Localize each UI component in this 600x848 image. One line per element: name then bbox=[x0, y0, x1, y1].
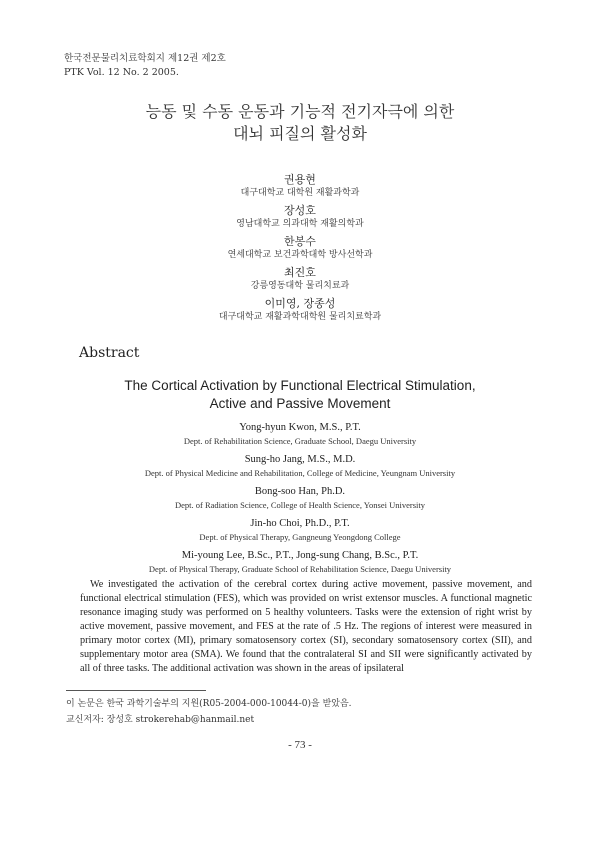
english-author-name: Bong-soo Han, Ph.D. bbox=[254, 486, 346, 497]
english-title bbox=[0, 377, 600, 413]
english-author-affiliation: Dept. of Radiation Science, College of Health Science, Yonsei University bbox=[175, 500, 425, 510]
english-title-line-1: The Cortical Activation by Functional Electrical Stimulation, bbox=[124, 378, 476, 393]
korean-author bbox=[0, 265, 600, 293]
korean-author-name: 장성호 bbox=[284, 204, 316, 217]
english-author-list bbox=[0, 420, 600, 580]
korean-author-affiliation: 연세대학교 보건과학대학 방사선학과 bbox=[227, 250, 373, 260]
korean-title bbox=[0, 101, 600, 145]
english-author bbox=[0, 484, 600, 512]
korean-title-line-2: 대뇌 피질의 활성화 bbox=[233, 124, 367, 143]
english-author-affiliation: Dept. of Physical Therapy, Gangneung Yeongdong College bbox=[199, 532, 401, 542]
abstract-heading: Abstract bbox=[79, 345, 140, 361]
english-author-name: Mi-young Lee, B.Sc., P.T., Jong-sung Chang, B.Sc., P.T. bbox=[181, 550, 419, 561]
english-author-name: Yong-hyun Kwon, M.S., P.T. bbox=[239, 422, 361, 433]
journal-header bbox=[64, 52, 226, 80]
korean-author-affiliation: 대구대학교 대학원 재활과학과 bbox=[240, 188, 360, 198]
korean-author-list bbox=[0, 172, 600, 327]
english-author-affiliation: Dept. of Physical Therapy, Graduate School of Rehabilitation Science, Daegu University bbox=[148, 564, 452, 574]
correspondence-note: 교신저자: 장성호 strokerehab@hanmail.net bbox=[66, 715, 255, 725]
korean-author-name: 최진호 bbox=[284, 266, 316, 279]
footnote-divider bbox=[66, 690, 206, 691]
korean-author-affiliation: 대구대학교 재활과학대학원 물리치료학과 bbox=[218, 312, 382, 322]
page-number: - 73 - bbox=[288, 739, 312, 751]
english-author-name: Jin-ho Choi, Ph.D., P.T. bbox=[250, 518, 350, 529]
korean-author-affiliation: 강릉영동대학 물리치료과 bbox=[250, 281, 350, 291]
abstract-body: We investigated the activation of the cerebral cortex during active movement, passive movement, and functional electrical stimulation (FES), which was provided on wrist extensor muscles. A functional magnetic resonance imaging study was performed on 5 healthy volunteers. Tasks were the extension of right wrist by active movement, passive movement, and FES at the rate of .5 Hz. The regions of interest were measured in primary motor cortex (MI), primary somatosensory cortex (SI), secondary somatosensory cortex (SII), and supplementary motor area (SMA). We found that the contralateral SI and SII were significantly activated by all of three tasks. The additional activation was shown in the areas of ipsilateral bbox=[80, 579, 532, 674]
funding-note: 이 논문은 한국 과학기술부의 지원(R05-2004-000-10044-0)을 받았음. bbox=[66, 699, 352, 709]
footnotes bbox=[66, 696, 352, 728]
english-author-affiliation: Dept. of Rehabilitation Science, Graduate School, Daegu University bbox=[183, 436, 417, 446]
korean-author-name: 한봉수 bbox=[284, 235, 316, 248]
journal-korean-line: 한국전문물리치료학회지 제12권 제2호 bbox=[64, 53, 226, 64]
english-author bbox=[0, 516, 600, 544]
korean-author-name: 이미영, 장종성 bbox=[264, 297, 336, 310]
english-author bbox=[0, 452, 600, 480]
korean-author-name: 권용현 bbox=[284, 173, 316, 186]
korean-author bbox=[0, 203, 600, 231]
korean-title-line-1: 능동 및 수동 운동과 기능적 전기자극에 의한 bbox=[145, 102, 455, 121]
korean-author bbox=[0, 296, 600, 324]
korean-author bbox=[0, 234, 600, 262]
english-title-line-2: Active and Passive Movement bbox=[209, 396, 391, 411]
english-author-name: Sung-ho Jang, M.S., M.D. bbox=[244, 454, 356, 465]
english-author-affiliation: Dept. of Physical Medicine and Rehabilitation, College of Medicine, Yeungnam University bbox=[144, 468, 456, 478]
korean-author-affiliation: 영남대학교 의과대학 재활의학과 bbox=[236, 219, 364, 229]
korean-author bbox=[0, 172, 600, 200]
english-author bbox=[0, 420, 600, 448]
journal-english-line: PTK Vol. 12 No. 2 2005. bbox=[64, 67, 179, 78]
english-author bbox=[0, 548, 600, 576]
